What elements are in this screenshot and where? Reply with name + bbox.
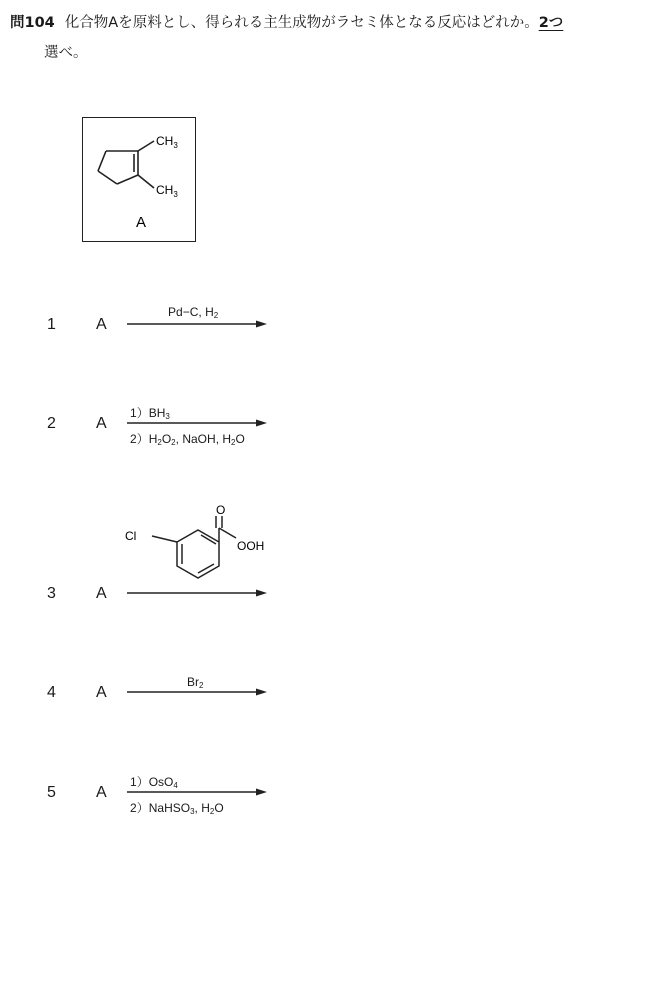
option-3-number: 3 [47, 585, 56, 602]
option-4-substrate: A [96, 684, 107, 701]
option-2-number: 2 [47, 415, 56, 432]
compound-a-structure [83, 118, 197, 243]
peroxy-group-label: OOH [237, 539, 265, 553]
option-4-reagent: $Br_2$ [187, 675, 204, 690]
option-2-arrow [127, 418, 267, 428]
methyl-top-label: $CH_3$ [156, 134, 178, 150]
option-3-reagent-structure [115, 500, 275, 590]
compound-a-box [82, 117, 196, 242]
question-main-text: 化合物Aを原料とし、得られる主生成物がラセミ体となる反応はどれか。 [64, 15, 539, 31]
formula-subscript: 4 [173, 781, 178, 790]
option-1-arrow [127, 319, 267, 329]
question-label: 問 [10, 15, 25, 31]
methyl-bottom-label: $CH_3$ [156, 183, 178, 199]
question-emphasis: 2つ [538, 15, 564, 31]
option-1-reagent: Pd−C, $H_2$ [168, 305, 219, 320]
formula-subscript: 3 [190, 807, 195, 816]
cyclopentene-ring [98, 141, 154, 188]
option-2-substrate: A [96, 415, 107, 432]
option-3-substrate: A [96, 585, 107, 602]
formula-subscript: 2 [209, 807, 215, 816]
option-3-arrow [127, 588, 267, 598]
option-1-substrate: A [96, 316, 107, 333]
chloro-label: Cl [125, 529, 137, 543]
option-2-reagent-step1: $1)BH_3$ [130, 406, 170, 421]
methyl-top-sub: 3 [173, 141, 178, 150]
formula-subscript: 2 [213, 311, 219, 320]
formula-subscript: 2 [157, 438, 162, 447]
formula-subscript: 2 [231, 438, 236, 447]
question-text [10, 8, 662, 68]
question-number: 104 [24, 15, 55, 31]
formula-subscript: 2 [171, 438, 176, 447]
formula-subscript: 2 [199, 681, 204, 690]
option-5-arrow [127, 787, 267, 797]
option-5-reagent-step2: 2）NaHSO$_3$, $H_2O$ [130, 801, 224, 816]
methyl-bottom-sub: 3 [173, 190, 178, 199]
option-5-substrate: A [96, 784, 107, 801]
formula-subscript: 3 [165, 412, 170, 421]
option-5-number: 5 [47, 784, 56, 801]
option-5-reagent-step1: 1）OsO$_4$ [130, 775, 178, 790]
benzene-ring [152, 516, 236, 578]
question-line2: 選べ。 [44, 45, 88, 61]
option-2-reagent-step2: $2)H_2O_2$, NaOH, $H_2O$ [130, 432, 245, 447]
option-4-arrow [127, 687, 267, 697]
option-4-number: 4 [47, 684, 56, 701]
compound-a-label: A [136, 214, 147, 231]
option-1-number: 1 [47, 316, 56, 333]
carbonyl-o-label: O [216, 503, 226, 517]
